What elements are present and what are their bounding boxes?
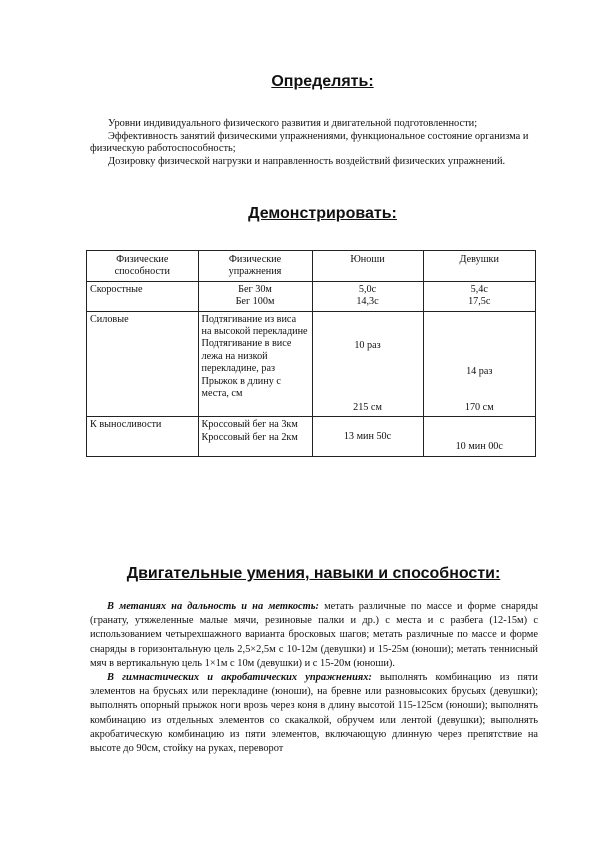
cell-girls (423, 311, 536, 417)
header-boys: Юноши (312, 251, 423, 282)
girls-value: 14 раз (466, 365, 493, 377)
cell-boys (312, 281, 423, 311)
exercise-line: Кроссовый бег на 2км (201, 431, 298, 443)
cell-girls (423, 417, 536, 456)
cell-boys (312, 417, 423, 456)
boys-value (316, 352, 420, 364)
boys-value: 14,3с (356, 296, 379, 308)
determine-item: Уровни индивидуального физического развития и двигательной подготовленности; (108, 118, 478, 129)
girls-value: 170 см (464, 402, 494, 414)
heading-motor-skills: Двигательные умения, навыки и способности: (126, 565, 501, 582)
cell-ability: Скоростные (87, 281, 199, 311)
exercise-line: Подтягивание в висе лежа на низкой перекладине, раз (201, 338, 292, 375)
boys-value: 13 мин 50с (343, 431, 392, 443)
table-row (87, 311, 536, 417)
girls-value: 10 мин 00с (455, 441, 503, 453)
cell-ability: Силовые (87, 311, 199, 417)
cell-girls (423, 281, 536, 311)
determine-item: Дозировку физической нагрузки и направленность воздействий физических упражнений. (108, 155, 506, 167)
header-abilities: Физические способности (87, 251, 199, 282)
cell-exercises (198, 417, 312, 456)
exercise-line: Бег 100м (235, 296, 275, 308)
motor-skills-text (90, 600, 538, 756)
boys-value: 215 см (353, 402, 382, 414)
table-header-row (87, 251, 536, 282)
paragraph-lead: В гимнастических и акробатических упражнениях: (107, 672, 372, 684)
boys-value: 10 раз (354, 339, 381, 351)
exercise-line: Кроссовый бег на 3км (201, 419, 298, 431)
paragraph-text: метать различные по массе и форме снаряды (гранату, утяжеленные малые мячи, резиновые палки и др.) с места и с разбега (12-15м) с использованием четырехшажного варианта бросковых шагов; метать различные по массе и форме снаряды в горизонтальную цель 2,5×2,5м с 10-12м (девушки) и 15-25м (юноши); метать теннисный мяч в вертикальную цель 1×1м с 10м (девушки) и с 15-20м (юноши). (90, 601, 539, 669)
girls-value: 17,5с (468, 296, 491, 308)
determine-item: Эффективность занятий физическими упражнениями, функциональное состояние организма и физическую работоспособность; (90, 130, 529, 155)
heading-demonstrate: Демонстрировать: (248, 205, 397, 222)
header-girls: Девушки (423, 251, 536, 282)
paragraph-text: выполнять комбинацию из пяти элементов на брусьях или перекладине (юноши), на бревне или разновысоких брусьях (девушки); выполнять опорный прыжок ноги врозь через коня в длину высотой 115-125см (юноши); выполнять комбинацию из отдельных элементов со скакалкой, обручем или лентой (девушки); выполнять акробатическую комбинацию из пяти элементов, включающую длинную через препятствие на высоте до 90см, стойку на руках, переворот (90, 672, 538, 755)
standards-table (86, 250, 536, 457)
cell-exercises (198, 281, 312, 311)
skills-paragraph (90, 600, 538, 671)
boys-value: 5,0с (358, 283, 377, 295)
table-row (87, 417, 536, 456)
girls-value: 5,4с (470, 283, 488, 295)
exercise-line: Бег 30м (238, 283, 272, 295)
determine-list (90, 118, 535, 168)
cell-ability: К выносливости (87, 417, 199, 456)
cell-exercises (198, 311, 312, 417)
cell-boys (312, 311, 423, 417)
exercise-line: Прыжок в длину с места, см (201, 375, 281, 400)
table-row (87, 281, 536, 311)
exercise-line: Подтягивание из виса на высокой перекладине (201, 313, 308, 338)
header-exercises: Физические упражнения (198, 251, 312, 282)
paragraph-lead: В метаниях на дальность и на меткость: (107, 601, 319, 612)
skills-paragraph (90, 671, 538, 756)
heading-determine: Определять: (271, 73, 374, 90)
